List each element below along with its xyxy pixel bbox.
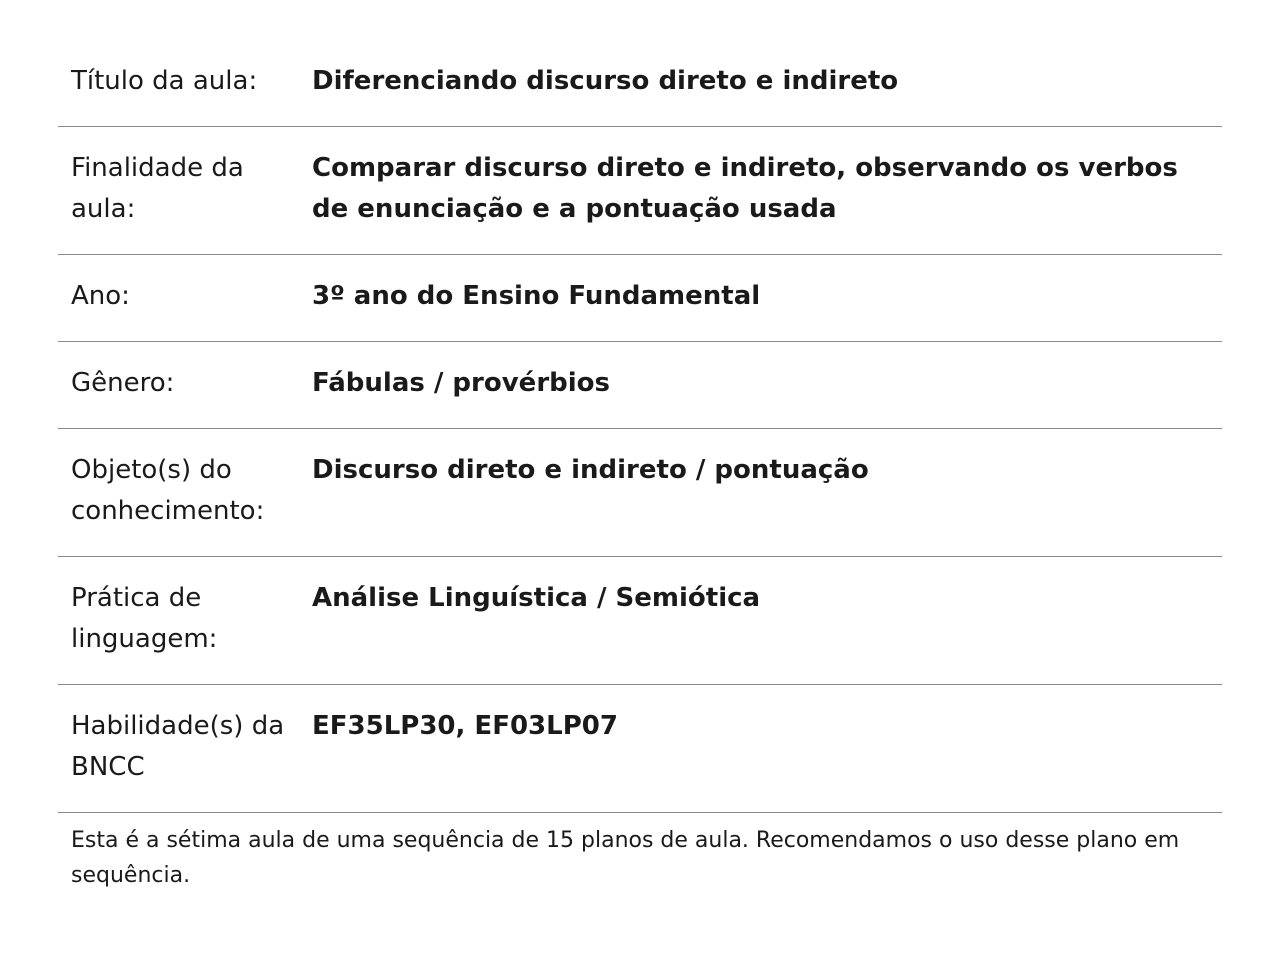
knowledge-object-value: Discurso direto e indireto / pontuação xyxy=(312,455,869,485)
knowledge-object-label: Objeto(s) do conhecimento: xyxy=(71,455,265,526)
bncc-skills-label: Habilidade(s) da BNCC xyxy=(71,711,285,782)
lesson-title-label: Título da aula: xyxy=(71,66,258,96)
school-year-value: 3º ano do Ensino Fundamental xyxy=(312,281,761,311)
bncc-skills-row xyxy=(58,685,1222,813)
school-year-label: Ano: xyxy=(71,281,130,311)
genre-label: Gênero: xyxy=(71,368,175,398)
language-practice-label: Prática de linguagem: xyxy=(71,583,218,654)
knowledge-object-row xyxy=(58,429,1222,557)
lesson-purpose-label: Finalidade da aula: xyxy=(71,153,244,224)
lesson-info-table xyxy=(58,40,1222,893)
sequence-note: Esta é a sétima aula de uma sequência de 15 planos de aula. Recomendamos o uso desse plano em sequência. xyxy=(71,828,1180,888)
school-year-row xyxy=(58,255,1222,342)
language-practice-value: Análise Linguística / Semiótica xyxy=(312,583,761,613)
lesson-title-row xyxy=(58,40,1222,127)
lesson-title-value: Diferenciando discurso direto e indireto xyxy=(312,66,899,96)
genre-row xyxy=(58,342,1222,429)
bncc-skills-value: EF35LP30, EF03LP07 xyxy=(312,711,618,741)
language-practice-row xyxy=(58,557,1222,685)
lesson-purpose-row xyxy=(58,127,1222,255)
genre-value: Fábulas / provérbios xyxy=(312,368,610,398)
lesson-purpose-value: Comparar discurso direto e indireto, observando os verbos de enunciação e a pontuação usada xyxy=(312,153,1178,224)
